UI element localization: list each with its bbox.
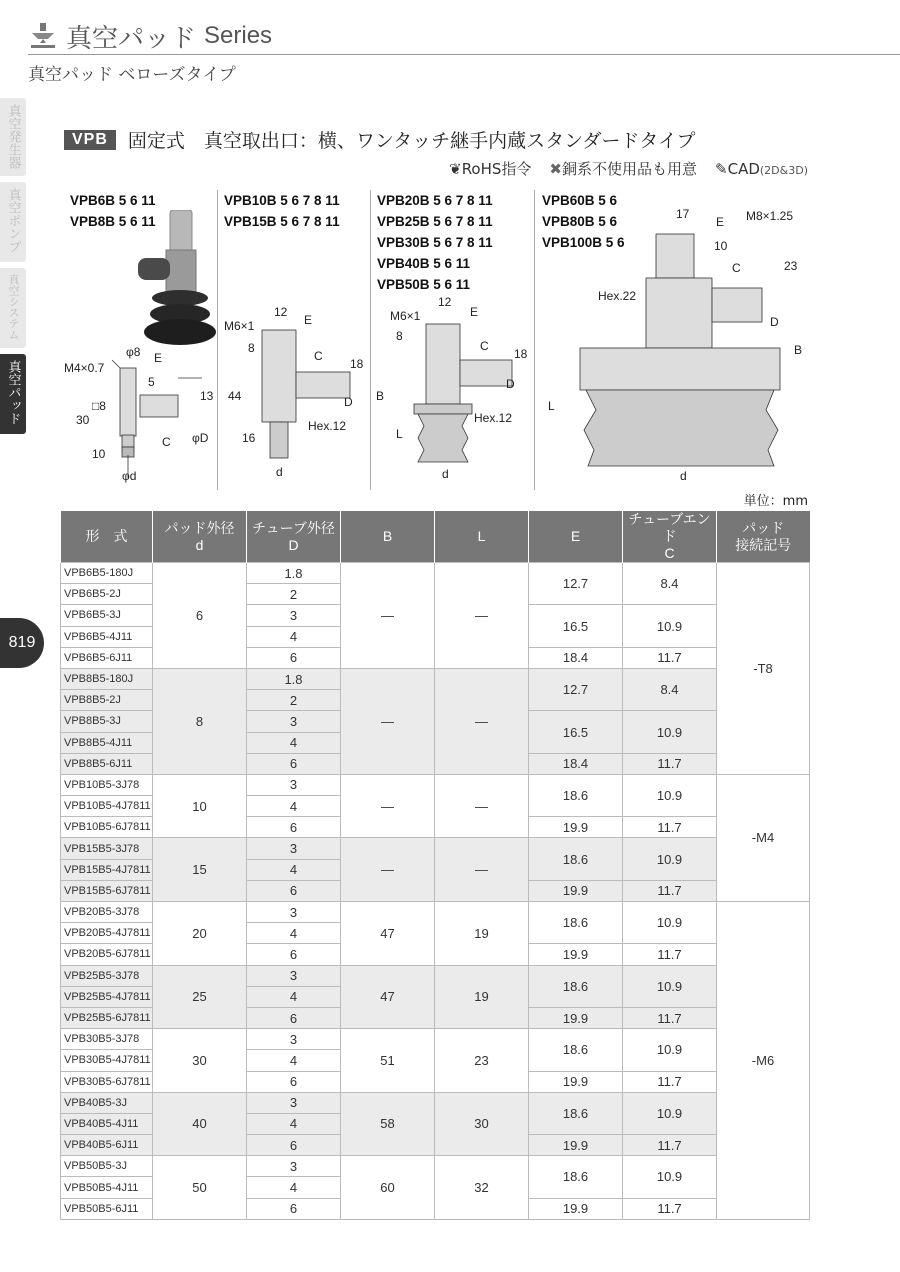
cell-model: VPB40B5-3J (61, 1092, 153, 1113)
cell-tube-diameter: 4 (247, 1113, 341, 1134)
column-header: チューブ外径 D (247, 511, 341, 563)
cell-tube-diameter: 6 (247, 1198, 341, 1219)
cell-pad-diameter: 30 (153, 1029, 247, 1093)
table-row (61, 965, 810, 986)
cell-tube-diameter: 6 (247, 817, 341, 838)
cell-model: VPB50B5-4J11 (61, 1177, 153, 1198)
cell-tube-diameter: 4 (247, 732, 341, 753)
table-row (61, 1156, 810, 1177)
cell-model: VPB15B5-6J7811 (61, 880, 153, 901)
model-name: VPB10B 5 6 7 8 11 (224, 193, 340, 208)
page-number: 819 (0, 618, 44, 668)
cell-C: 11.7 (623, 817, 717, 838)
cell-tube-diameter: 2 (247, 584, 341, 605)
cell-pad-diameter: 40 (153, 1092, 247, 1156)
model-name: VPB6B 5 6 11 (70, 193, 156, 208)
series-badge: VPB (64, 130, 116, 150)
model-name: VPB60B 5 6 (542, 193, 618, 208)
label-18: 18 (514, 347, 528, 361)
column-header: パッド 接続記号 (717, 511, 810, 563)
label-E: E (716, 215, 725, 229)
label-5: 5 (148, 375, 155, 389)
label-16: 16 (242, 431, 256, 445)
label-E: E (470, 305, 479, 319)
cell-E: 12.7 (529, 563, 623, 605)
cell-E: 19.9 (529, 1007, 623, 1028)
cell-model: VPB25B5-6J7811 (61, 1007, 153, 1028)
feature-badges (449, 158, 808, 179)
column-header: チューブエンド C (623, 511, 717, 563)
cell-E: 19.9 (529, 1198, 623, 1219)
table-row (61, 563, 810, 584)
column-divider (534, 190, 535, 490)
model-name: VPB50B 5 6 11 (377, 277, 471, 292)
cell-tube-diameter: 3 (247, 838, 341, 859)
model-list-2 (224, 190, 340, 232)
cell-model: VPB8B5-4J11 (61, 732, 153, 753)
diagram-vpb20-50 (374, 296, 534, 490)
table-row (61, 1029, 810, 1050)
label-44: 44 (228, 389, 242, 403)
cell-B: — (341, 563, 435, 669)
cad-label: CAD (727, 159, 760, 178)
cell-L: 32 (435, 1156, 529, 1220)
label-12: 12 (438, 296, 452, 309)
model-name: VPB25B 5 6 7 8 11 (377, 214, 493, 229)
cell-tube-diameter: 3 (247, 1156, 341, 1177)
cell-C: 11.7 (623, 1198, 717, 1219)
cell-pad-diameter: 8 (153, 668, 247, 774)
label-d: d (442, 467, 449, 481)
cell-tube-diameter: 6 (247, 647, 341, 668)
cell-B: — (341, 668, 435, 774)
side-tab-vacuum-system[interactable] (0, 268, 26, 348)
cell-C: 8.4 (623, 668, 717, 710)
cell-model: VPB10B5-4J7811 (61, 796, 153, 817)
label-23: 23 (784, 259, 798, 273)
copper-free-badge (549, 158, 697, 179)
cell-E: 12.7 (529, 668, 623, 710)
label-thread: M4×0.7 (64, 361, 105, 375)
cell-tube-diameter: 3 (247, 711, 341, 732)
header-title: 真空パッド (66, 23, 197, 54)
label-B: B (376, 389, 385, 403)
cell-E: 18.6 (529, 1092, 623, 1134)
cell-C: 10.9 (623, 774, 717, 816)
cell-tube-diameter: 6 (247, 1007, 341, 1028)
cell-tube-diameter: 4 (247, 796, 341, 817)
label-C: C (162, 435, 171, 449)
label-d: d (276, 465, 283, 479)
cell-B: — (341, 774, 435, 838)
side-tab-label: 真空発生器 (5, 104, 21, 169)
cell-B: 60 (341, 1156, 435, 1220)
cell-model: VPB15B5-3J78 (61, 838, 153, 859)
label-13: 13 (200, 389, 214, 403)
cell-E: 19.9 (529, 817, 623, 838)
diagram-vpb10-15 (222, 300, 368, 490)
cell-L: — (435, 668, 529, 774)
column-header: パッド外径 d (153, 511, 247, 563)
cell-E: 18.4 (529, 753, 623, 774)
label-30: 30 (76, 413, 90, 427)
cell-B: 47 (341, 965, 435, 1029)
cell-E: 19.9 (529, 1071, 623, 1092)
label-18: 18 (350, 357, 364, 371)
model-name: VPB15B 5 6 7 8 11 (224, 214, 340, 229)
label-hex: Hex.12 (474, 411, 513, 425)
cell-model: VPB8B5-6J11 (61, 753, 153, 774)
cell-C: 10.9 (623, 1156, 717, 1198)
cell-model: VPB8B5-3J (61, 711, 153, 732)
cad-icon: ✎ (715, 159, 728, 178)
cell-model: VPB50B5-6J11 (61, 1198, 153, 1219)
label-phiD: φD (192, 431, 209, 445)
model-name: VPB30B 5 6 7 8 11 (377, 235, 493, 250)
column-header: L (435, 511, 529, 563)
table-row (61, 902, 810, 923)
label-12: 12 (274, 305, 288, 319)
cell-tube-diameter: 4 (247, 1050, 341, 1071)
cell-tube-diameter: 1.8 (247, 563, 341, 584)
cell-pad-diameter: 10 (153, 774, 247, 838)
cell-pad-diameter: 50 (153, 1156, 247, 1220)
cell-pad-diameter: 6 (153, 563, 247, 669)
label-L: L (548, 399, 555, 413)
cell-C: 11.7 (623, 753, 717, 774)
cell-tube-diameter: 3 (247, 1029, 341, 1050)
cell-E: 19.9 (529, 1135, 623, 1156)
label-hex: Hex.12 (308, 419, 347, 433)
cell-L: 23 (435, 1029, 529, 1093)
leaf-icon: ❦ (449, 160, 462, 178)
cell-B: 58 (341, 1092, 435, 1156)
label-D: D (344, 395, 353, 409)
cell-C: 11.7 (623, 944, 717, 965)
column-header: 形 式 (61, 511, 153, 563)
cell-model: VPB50B5-3J (61, 1156, 153, 1177)
diagram-vpb60-100 (538, 200, 810, 490)
cell-C: 10.9 (623, 838, 717, 880)
cell-C: 11.7 (623, 1135, 717, 1156)
cell-tube-diameter: 2 (247, 690, 341, 711)
spec-table (60, 511, 810, 1220)
column-divider (370, 190, 371, 490)
label-8: 8 (248, 341, 255, 355)
label-10: 10 (92, 447, 106, 461)
header-title-row (28, 18, 272, 54)
cell-connection-symbol: -T8 (717, 563, 810, 775)
cell-E: 18.6 (529, 902, 623, 944)
cell-tube-diameter: 6 (247, 944, 341, 965)
cell-E: 19.9 (529, 880, 623, 901)
cell-L: — (435, 563, 529, 669)
label-17: 17 (676, 207, 690, 221)
section-title-text: 固定式 真空取出口：横、ワンタッチ継手内蔵スタンダードタイプ (127, 130, 696, 152)
cell-B: 47 (341, 902, 435, 966)
cell-E: 18.6 (529, 838, 623, 880)
cell-tube-diameter: 4 (247, 626, 341, 647)
cell-model: VPB20B5-3J78 (61, 902, 153, 923)
cell-model: VPB6B5-3J (61, 605, 153, 626)
table-row (61, 774, 810, 795)
cell-C: 10.9 (623, 605, 717, 647)
label-B: B (794, 343, 803, 357)
label-E: E (304, 313, 313, 327)
label-thread: M6×1 (224, 319, 255, 333)
cell-model: VPB6B5-4J11 (61, 626, 153, 647)
cell-C: 8.4 (623, 563, 717, 605)
cell-model: VPB20B5-6J7811 (61, 944, 153, 965)
label-phi8: φ8 (126, 345, 141, 359)
cell-C: 11.7 (623, 1071, 717, 1092)
column-header: E (529, 511, 623, 563)
cell-tube-diameter: 6 (247, 880, 341, 901)
cell-E: 18.6 (529, 1029, 623, 1071)
cell-E: 18.6 (529, 965, 623, 1007)
cell-model: VPB6B5-2J (61, 584, 153, 605)
cell-model: VPB10B5-3J78 (61, 774, 153, 795)
column-divider (217, 190, 218, 490)
header-series: Series (204, 22, 273, 49)
cell-model: VPB40B5-4J11 (61, 1113, 153, 1134)
model-name: VPB8B 5 6 11 (70, 214, 156, 229)
vacuum-pad-icon (28, 21, 58, 51)
cell-model: VPB6B5-6J11 (61, 647, 153, 668)
page-header (28, 18, 900, 88)
cell-tube-diameter: 3 (247, 902, 341, 923)
cad-badge[interactable] (715, 160, 808, 178)
cell-pad-diameter: 25 (153, 965, 247, 1029)
label-thread: M8×1.25 (746, 209, 794, 223)
model-name: VPB80B 5 6 (542, 214, 618, 229)
model-list-3 (377, 190, 493, 295)
cell-tube-diameter: 6 (247, 753, 341, 774)
cell-pad-diameter: 20 (153, 902, 247, 966)
cell-L: 19 (435, 965, 529, 1029)
label-10: 10 (714, 239, 728, 253)
header-divider (28, 54, 900, 55)
cell-tube-diameter: 6 (247, 1071, 341, 1092)
cell-L: — (435, 774, 529, 838)
model-name: VPB40B 5 6 11 (377, 256, 471, 271)
cell-tube-diameter: 1.8 (247, 668, 341, 689)
cell-model: VPB10B5-6J7811 (61, 817, 153, 838)
table-header-row (61, 511, 810, 563)
side-tab-vacuum-pad[interactable] (0, 354, 26, 434)
cell-model: VPB40B5-6J11 (61, 1135, 153, 1156)
cell-tube-diameter: 4 (247, 986, 341, 1007)
cell-C: 11.7 (623, 647, 717, 668)
cell-connection-symbol: -M6 (717, 902, 810, 1220)
column-header: B (341, 511, 435, 563)
cell-model: VPB30B5-3J78 (61, 1029, 153, 1050)
cell-model: VPB6B5-180J (61, 563, 153, 584)
side-tab-label: 真空パッド (5, 360, 21, 425)
rohs-badge (449, 158, 531, 179)
cell-E: 19.9 (529, 944, 623, 965)
cell-connection-symbol: -M4 (717, 774, 810, 901)
cell-C: 11.7 (623, 880, 717, 901)
cell-tube-diameter: 3 (247, 965, 341, 986)
label-8: 8 (396, 329, 403, 343)
cell-tube-diameter: 4 (247, 923, 341, 944)
copper-cross-icon: ✖ (549, 160, 562, 178)
cell-E: 18.6 (529, 1156, 623, 1198)
cell-L: — (435, 838, 529, 902)
cell-model: VPB30B5-6J7811 (61, 1071, 153, 1092)
label-thread: M6×1 (390, 309, 421, 323)
label-C: C (480, 339, 489, 353)
diagram-vpb6-8 (62, 210, 217, 490)
cell-C: 10.9 (623, 965, 717, 1007)
cell-model: VPB8B5-180J (61, 668, 153, 689)
header-subtitle: 真空パッド ベローズタイプ (28, 65, 236, 85)
cell-B: 51 (341, 1029, 435, 1093)
label-square8: □8 (92, 399, 106, 413)
cell-L: 30 (435, 1092, 529, 1156)
cell-C: 10.9 (623, 902, 717, 944)
label-C: C (314, 349, 323, 363)
model-name: VPB100B 5 6 (542, 235, 625, 250)
cell-model: VPB25B5-4J7811 (61, 986, 153, 1007)
cell-E: 16.5 (529, 605, 623, 647)
side-tab-vacuum-pump[interactable] (0, 182, 26, 262)
label-D: D (770, 315, 779, 329)
cell-model: VPB20B5-4J7811 (61, 923, 153, 944)
label-L: L (396, 427, 403, 441)
unit-label: 単位：mm (743, 494, 808, 509)
label-d: d (680, 469, 687, 483)
cad-note: (2D&3D) (759, 163, 808, 177)
side-tab-vacuum-generator[interactable] (0, 98, 26, 176)
label-C: C (732, 261, 741, 275)
cell-tube-diameter: 4 (247, 859, 341, 880)
rohs-label: RoHS指令 (461, 160, 532, 178)
cell-E: 16.5 (529, 711, 623, 753)
label-hex: Hex.22 (598, 289, 637, 303)
cell-model: VPB25B5-3J78 (61, 965, 153, 986)
cell-tube-diameter: 3 (247, 605, 341, 626)
cell-model: VPB8B5-2J (61, 690, 153, 711)
cell-C: 10.9 (623, 711, 717, 753)
label-phid: φd (122, 469, 137, 483)
label-E: E (154, 351, 163, 365)
cell-C: 11.7 (623, 1007, 717, 1028)
cell-pad-diameter: 15 (153, 838, 247, 902)
section-title (64, 126, 695, 153)
cell-C: 10.9 (623, 1029, 717, 1071)
copper-free-label: 銅系不使用品も用意 (562, 160, 698, 178)
cell-tube-diameter: 6 (247, 1135, 341, 1156)
product-photo (138, 210, 216, 345)
cell-model: VPB30B5-4J7811 (61, 1050, 153, 1071)
cell-tube-diameter: 4 (247, 1177, 341, 1198)
cell-E: 18.6 (529, 774, 623, 816)
table-row (61, 838, 810, 859)
cell-model: VPB15B5-4J7811 (61, 859, 153, 880)
cell-C: 10.9 (623, 1092, 717, 1134)
side-tab-label: 真空システム (7, 274, 20, 340)
model-name: VPB20B 5 6 7 8 11 (377, 193, 493, 208)
cell-tube-diameter: 3 (247, 1092, 341, 1113)
side-tab-label: 真空ポンプ (5, 188, 21, 253)
cell-E: 18.4 (529, 647, 623, 668)
cell-tube-diameter: 3 (247, 774, 341, 795)
label-D: D (506, 377, 515, 391)
cell-B: — (341, 838, 435, 902)
table-row (61, 668, 810, 689)
table-row (61, 1092, 810, 1113)
cell-L: 19 (435, 902, 529, 966)
